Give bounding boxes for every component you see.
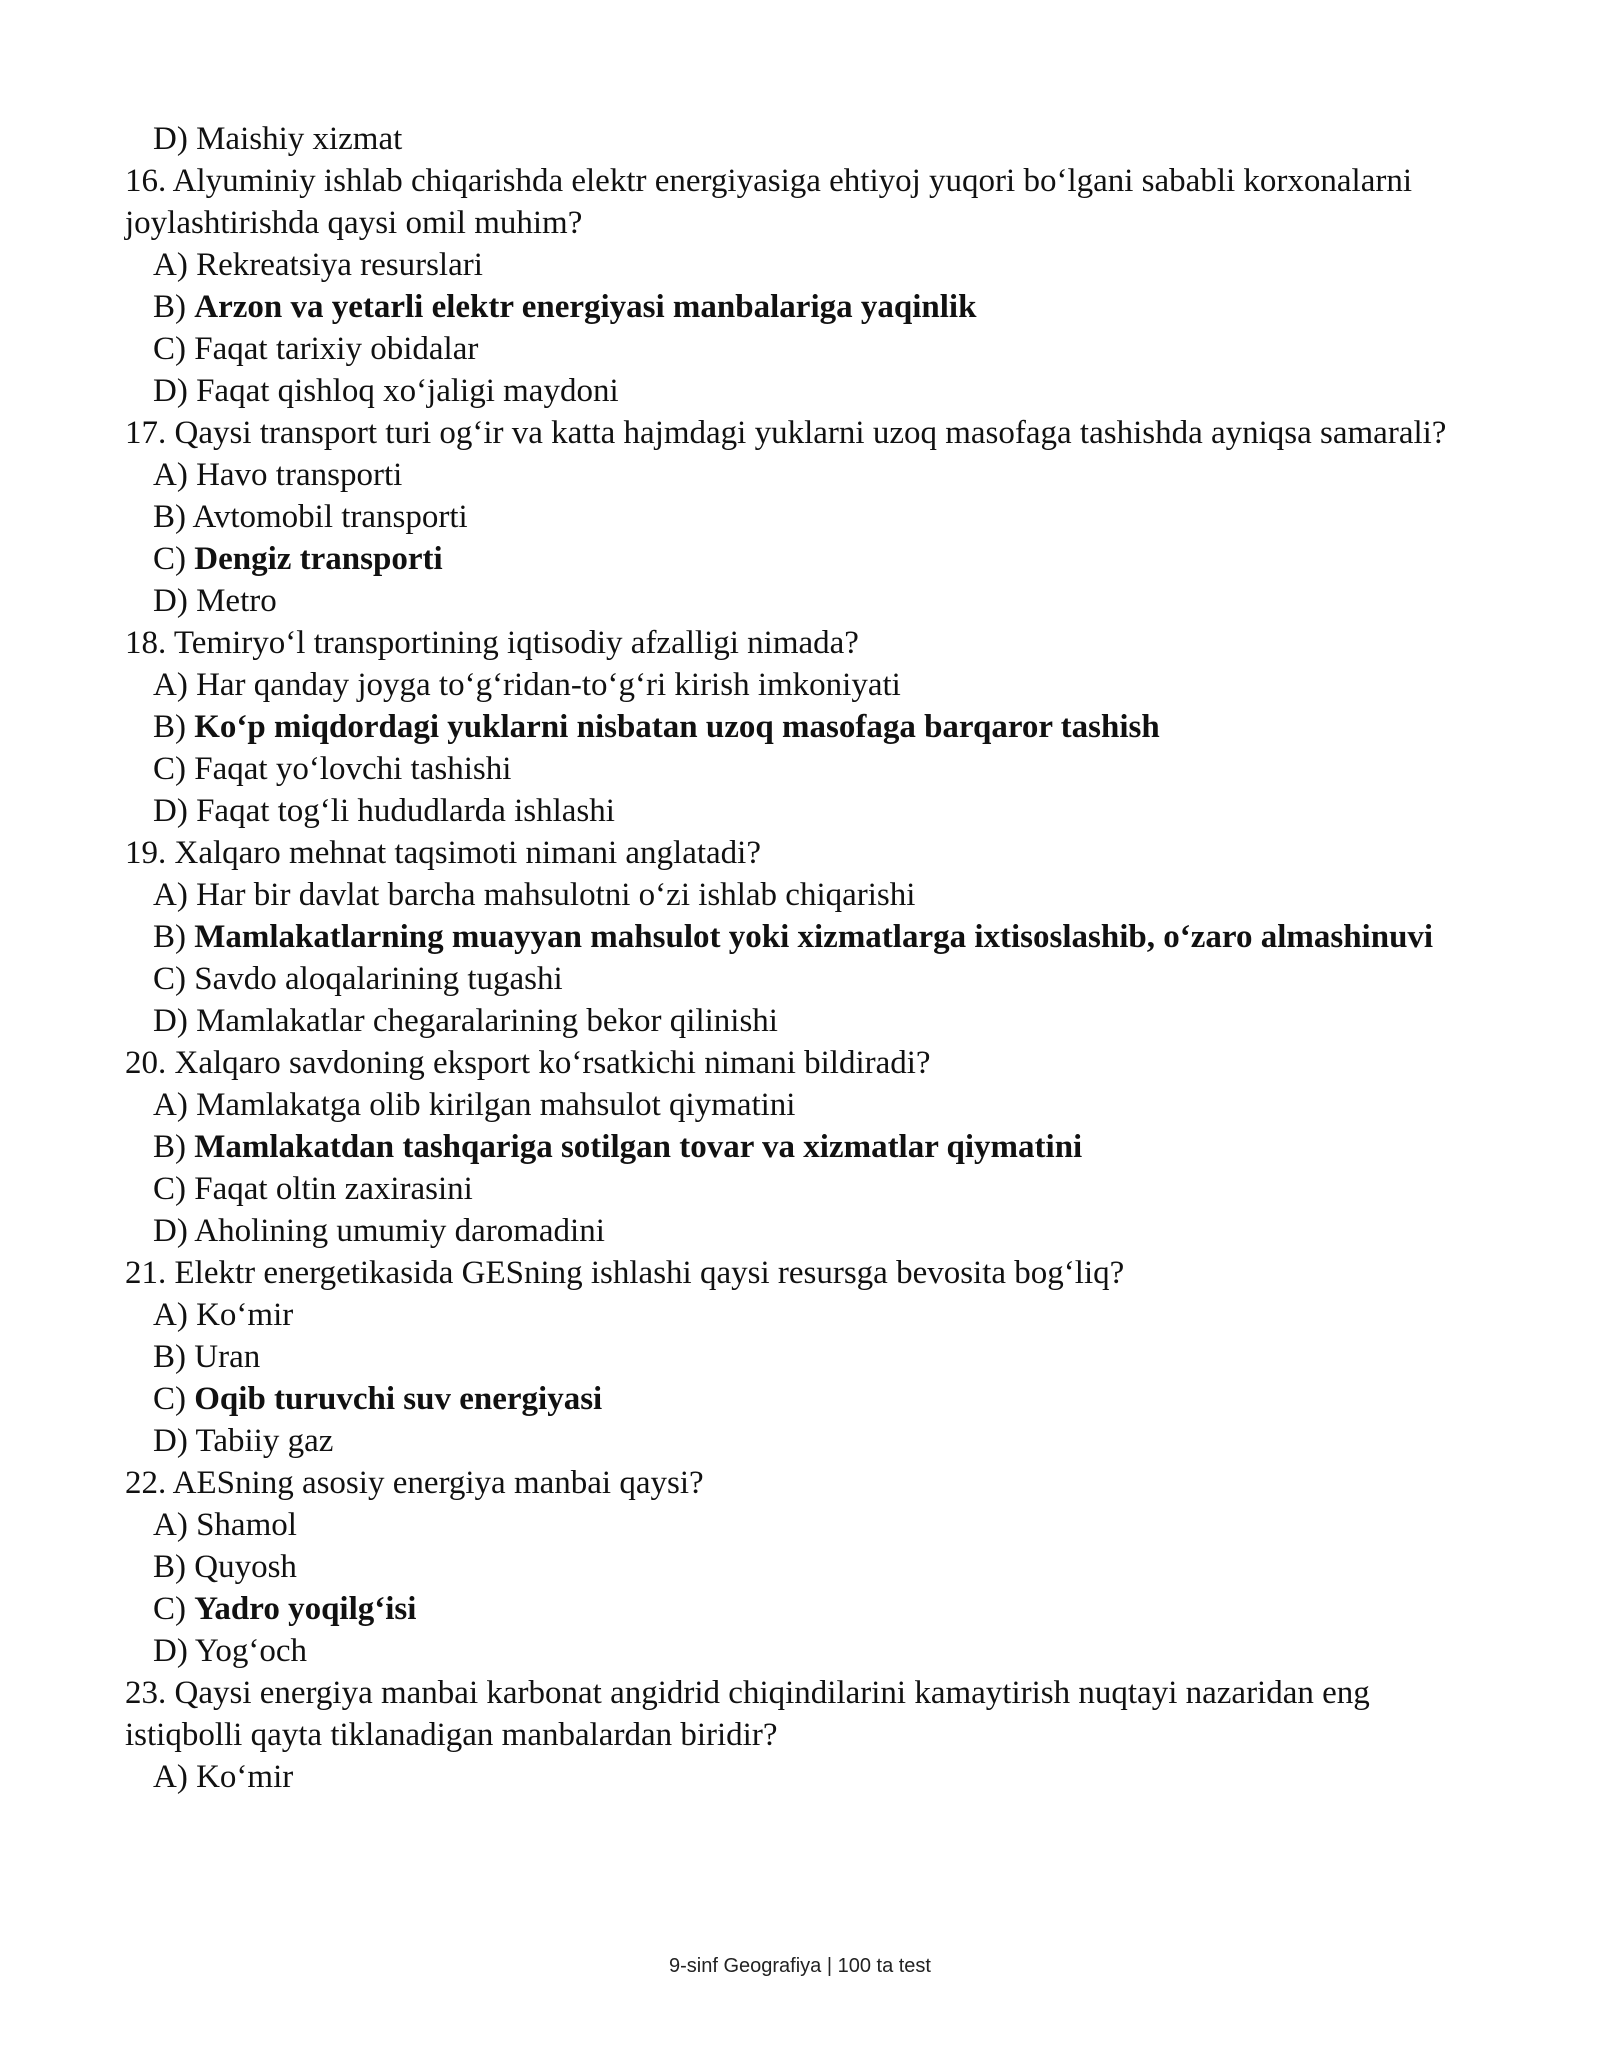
option <box>153 1210 1495 1252</box>
option <box>153 370 1495 412</box>
option <box>153 1168 1495 1210</box>
options-list <box>125 1084 1495 1252</box>
question-block <box>125 1672 1495 1798</box>
question-block <box>125 1042 1495 1252</box>
option <box>153 1504 1495 1546</box>
option-letter: B) <box>153 709 186 745</box>
question-text: 17. Qaysi transport turi og‘ir va katta hajmdagi yuklarni uzoq masofaga tashishda ayniqsa samarali? <box>125 415 1447 451</box>
option <box>153 454 1495 496</box>
correct-option <box>153 1378 1495 1420</box>
option <box>153 244 1495 286</box>
option <box>153 496 1495 538</box>
option-text: Faqat tarixiy obidalar <box>194 331 479 367</box>
option-text: Oqib turuvchi suv energiyasi <box>194 1381 603 1417</box>
options-list <box>125 1756 1495 1798</box>
option-text: Aholining umumiy daromadini <box>194 1213 605 1249</box>
option-letter: B) <box>153 499 186 535</box>
option-letter: D) <box>153 583 188 619</box>
option <box>153 328 1495 370</box>
option-text: Tabiiy gaz <box>195 1423 334 1459</box>
options-list <box>125 244 1495 412</box>
option-text: Rekreatsiya resurslari <box>196 247 483 283</box>
question-text: 18. Temiryo‘l transportining iqtisodiy afzalligi nimada? <box>125 625 859 661</box>
option-text: Har qanday joyga to‘g‘ridan-to‘g‘ri kirish imkoniyati <box>196 667 901 703</box>
option-letter: B) <box>153 919 186 955</box>
option-letter: A) <box>153 1759 188 1795</box>
option-text: Mamlakatga olib kirilgan mahsulot qiymatini <box>196 1087 796 1123</box>
option <box>153 1420 1495 1462</box>
option-letter: C) <box>153 961 186 997</box>
correct-option <box>153 1126 1495 1168</box>
option-text: Metro <box>196 583 277 619</box>
option-letter: D) <box>153 1423 188 1459</box>
question-text: 22. AESning asosiy energiya manbai qaysi? <box>125 1465 704 1501</box>
correct-option <box>153 538 1495 580</box>
correct-option <box>153 706 1495 748</box>
option <box>153 790 1495 832</box>
option-letter: C) <box>153 1591 186 1627</box>
option-text: Quyosh <box>194 1549 297 1585</box>
option-text: Ko‘p miqdordagi yuklarni nisbatan uzoq masofaga barqaror tashish <box>194 709 1160 745</box>
question-text: 21. Elektr energetikasida GESning ishlashi qaysi resursga bevosita bog‘liq? <box>125 1255 1125 1291</box>
top-option-block <box>125 118 1495 160</box>
options-list <box>125 454 1495 622</box>
option-text: Faqat tog‘li hududlarda ishlashi <box>196 793 615 829</box>
option-text: Arzon va yetarli elektr energiyasi manbalariga yaqinlik <box>194 289 977 325</box>
option-letter: B) <box>153 289 186 325</box>
option <box>153 874 1495 916</box>
option-letter: A) <box>153 457 188 493</box>
option-text: Uran <box>194 1339 261 1375</box>
option-text: Faqat yo‘lovchi tashishi <box>194 751 512 787</box>
option-letter: A) <box>153 247 188 283</box>
option-letter: B) <box>153 1549 186 1585</box>
option-text: Yadro yoqilg‘isi <box>194 1591 417 1627</box>
option-letter: B) <box>153 1129 186 1165</box>
option <box>153 1000 1495 1042</box>
question-text: 19. Xalqaro mehnat taqsimoti nimani anglatadi? <box>125 835 761 871</box>
option-letter: C) <box>153 1171 186 1207</box>
option-text: Shamol <box>196 1507 297 1543</box>
question-block <box>125 622 1495 832</box>
question-block <box>125 832 1495 1042</box>
option-letter: A) <box>153 1087 188 1123</box>
options-list <box>125 874 1495 1042</box>
option <box>153 1294 1495 1336</box>
options-list <box>125 1294 1495 1462</box>
option-text: Ko‘mir <box>196 1297 294 1333</box>
option <box>153 958 1495 1000</box>
option <box>153 1756 1495 1798</box>
option <box>153 664 1495 706</box>
option-text: Faqat qishloq xo‘jaligi maydoni <box>196 373 619 409</box>
option-letter: A) <box>153 877 188 913</box>
question-text: 16. Alyuminiy ishlab chiqarishda elektr energiyasiga ehtiyoj yuqori bo‘lgani sababli korxonalarni joylashtirishda qaysi omil muhim? <box>125 163 1413 241</box>
option-letter: B) <box>153 1339 186 1375</box>
options-list <box>125 664 1495 832</box>
option-text: Savdo aloqalarining tugashi <box>194 961 563 997</box>
option-letter: D) <box>153 1633 188 1669</box>
option-text: Ko‘mir <box>196 1759 294 1795</box>
option <box>153 1336 1495 1378</box>
option-letter: C) <box>153 331 186 367</box>
correct-option <box>153 916 1495 958</box>
option-letter: D) <box>153 793 188 829</box>
correct-option <box>153 286 1495 328</box>
question-block <box>125 1462 1495 1672</box>
option-text: Havo transporti <box>196 457 403 493</box>
option-text: Mamlakatlar chegaralarining bekor qilinishi <box>196 1003 778 1039</box>
option-letter: D) <box>153 1003 188 1039</box>
option <box>153 1546 1495 1588</box>
option <box>153 1630 1495 1672</box>
option-letter: C) <box>153 1381 186 1417</box>
question-block <box>125 1252 1495 1462</box>
option-letter: C) <box>153 751 186 787</box>
question-text: 23. Qaysi energiya manbai karbonat angidrid chiqindilarini kamaytirish nuqtayi nazaridan eng istiqbolli qayta tiklanadigan manbalardan biridir? <box>125 1675 1370 1753</box>
option <box>153 118 1495 160</box>
question-block <box>125 160 1495 412</box>
option-text: Har bir davlat barcha mahsulotni o‘zi ishlab chiqarishi <box>196 877 916 913</box>
page-footer: 9-sinf Geografiya | 100 ta test <box>668 1955 931 1977</box>
option <box>153 580 1495 622</box>
question-list <box>125 160 1495 1798</box>
option-text: Faqat oltin zaxirasini <box>194 1171 473 1207</box>
options-list <box>125 1504 1495 1672</box>
option-text: Yog‘och <box>194 1633 308 1669</box>
option-letter: D) <box>153 1213 188 1249</box>
option-letter: A) <box>153 1507 188 1543</box>
option-letter: C) <box>153 541 186 577</box>
option-text: Mamlakatdan tashqariga sotilgan tovar va xizmatlar qiymatini <box>194 1129 1083 1165</box>
question-text: 20. Xalqaro savdoning eksport ko‘rsatkichi nimani bildiradi? <box>125 1045 931 1081</box>
option <box>153 1084 1495 1126</box>
option-letter: D) <box>153 121 188 157</box>
option-text: Maishiy xizmat <box>196 121 403 157</box>
option-text: Dengiz transporti <box>194 541 443 577</box>
option-letter: A) <box>153 667 188 703</box>
test-content <box>125 118 1495 1798</box>
option-text: Mamlakatlarning muayyan mahsulot yoki xizmatlarga ixtisoslashib, o‘zaro almashinuvi <box>194 919 1434 955</box>
option-letter: D) <box>153 373 188 409</box>
option-text: Avtomobil transporti <box>192 499 468 535</box>
option <box>153 748 1495 790</box>
option-letter: A) <box>153 1297 188 1333</box>
correct-option <box>153 1588 1495 1630</box>
question-block <box>125 412 1495 622</box>
